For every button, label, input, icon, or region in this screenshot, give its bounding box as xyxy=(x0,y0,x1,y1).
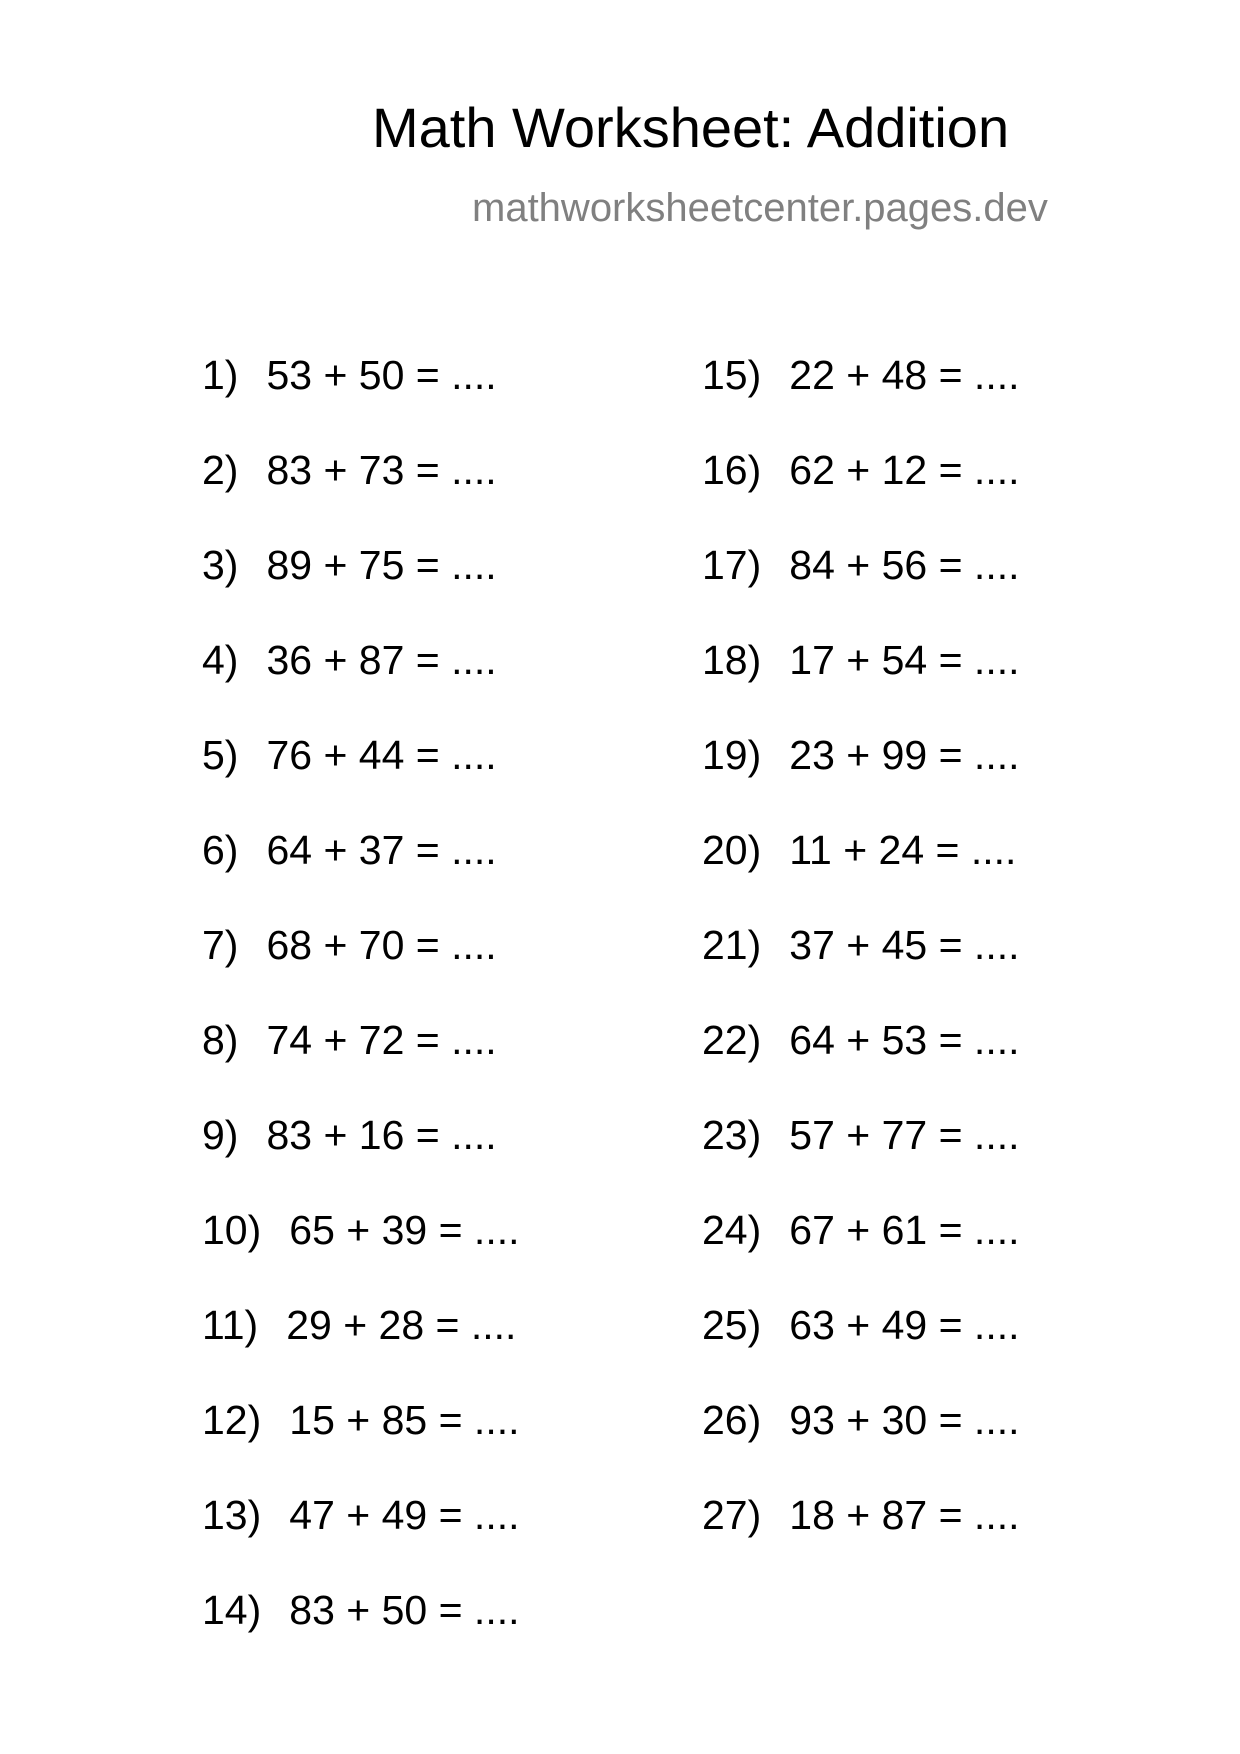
problem-expression: 29 + 28 = .... xyxy=(286,1302,517,1348)
problem-item xyxy=(202,922,520,1020)
problem-expression: 68 + 70 = .... xyxy=(266,922,497,968)
problem-number: 17) xyxy=(702,542,762,588)
problem-number: 1) xyxy=(202,352,239,398)
problem-number: 2) xyxy=(202,447,239,493)
problem-item xyxy=(202,1302,520,1400)
problem-number: 27) xyxy=(702,1492,762,1538)
problem-item xyxy=(202,1017,520,1115)
problem-expression: 57 + 77 = .... xyxy=(789,1112,1020,1158)
problem-expression: 83 + 16 = .... xyxy=(266,1112,497,1158)
problem-item xyxy=(202,1492,520,1590)
problem-expression: 15 + 85 = .... xyxy=(289,1397,520,1443)
problem-item xyxy=(202,1587,520,1685)
problem-item xyxy=(702,1397,1020,1495)
problem-expression: 36 + 87 = .... xyxy=(266,637,497,683)
problem-item xyxy=(702,1207,1020,1305)
problem-expression: 11 + 24 = .... xyxy=(789,827,1017,873)
problem-number: 20) xyxy=(702,827,762,873)
problem-number: 14) xyxy=(202,1587,262,1633)
problem-number: 26) xyxy=(702,1397,762,1443)
problem-expression: 67 + 61 = .... xyxy=(789,1207,1020,1253)
problem-number: 11) xyxy=(202,1302,259,1348)
problem-expression: 23 + 99 = .... xyxy=(789,732,1020,778)
problem-number: 24) xyxy=(702,1207,762,1253)
problem-number: 7) xyxy=(202,922,239,968)
problem-item xyxy=(202,637,520,735)
problem-number: 5) xyxy=(202,732,239,778)
problem-item xyxy=(702,447,1020,545)
problem-expression: 18 + 87 = .... xyxy=(789,1492,1020,1538)
problem-number: 23) xyxy=(702,1112,762,1158)
problem-item xyxy=(702,827,1020,925)
problem-expression: 74 + 72 = .... xyxy=(266,1017,497,1063)
problem-item xyxy=(202,732,520,830)
problem-expression: 83 + 50 = .... xyxy=(289,1587,520,1633)
problem-item xyxy=(202,542,520,640)
problem-number: 16) xyxy=(702,447,762,493)
problem-number: 6) xyxy=(202,827,239,873)
problem-number: 10) xyxy=(202,1207,262,1253)
problem-item xyxy=(202,827,520,925)
problem-number: 15) xyxy=(702,352,762,398)
problem-item xyxy=(202,1112,520,1210)
problem-expression: 62 + 12 = .... xyxy=(789,447,1020,493)
problem-item xyxy=(202,1207,520,1305)
problem-expression: 89 + 75 = .... xyxy=(266,542,497,588)
problem-number: 3) xyxy=(202,542,239,588)
problem-item xyxy=(702,1112,1020,1210)
problem-list-left xyxy=(202,352,520,1685)
problem-item xyxy=(202,1397,520,1495)
problem-expression: 63 + 49 = .... xyxy=(789,1302,1020,1348)
problem-number: 21) xyxy=(702,922,762,968)
problem-item xyxy=(702,732,1020,830)
problem-number: 19) xyxy=(702,732,762,778)
problem-list-right xyxy=(702,352,1020,1590)
problem-number: 8) xyxy=(202,1017,239,1063)
problem-expression: 65 + 39 = .... xyxy=(289,1207,520,1253)
problem-item xyxy=(202,447,520,545)
problem-expression: 53 + 50 = .... xyxy=(266,352,497,398)
problem-item xyxy=(702,542,1020,640)
problem-item xyxy=(702,1017,1020,1115)
problem-number: 25) xyxy=(702,1302,762,1348)
problem-item xyxy=(202,352,520,450)
problem-number: 4) xyxy=(202,637,239,683)
problem-item xyxy=(702,1302,1020,1400)
problem-item xyxy=(702,352,1020,450)
problem-number: 9) xyxy=(202,1112,239,1158)
problem-number: 12) xyxy=(202,1397,262,1443)
problem-expression: 83 + 73 = .... xyxy=(266,447,497,493)
problem-expression: 76 + 44 = .... xyxy=(266,732,497,778)
problem-expression: 64 + 37 = .... xyxy=(266,827,497,873)
problem-expression: 47 + 49 = .... xyxy=(289,1492,520,1538)
page-title: Math Worksheet: Addition xyxy=(372,96,1010,159)
problem-expression: 17 + 54 = .... xyxy=(789,637,1020,683)
problem-expression: 37 + 45 = .... xyxy=(789,922,1020,968)
problem-number: 13) xyxy=(202,1492,262,1538)
site-url: mathworksheetcenter.pages.dev xyxy=(472,186,1048,230)
problem-number: 22) xyxy=(702,1017,762,1063)
problem-expression: 64 + 53 = .... xyxy=(789,1017,1020,1063)
problem-item xyxy=(702,922,1020,1020)
problem-expression: 93 + 30 = .... xyxy=(789,1397,1020,1443)
problem-item xyxy=(702,637,1020,735)
problem-item xyxy=(702,1492,1020,1590)
problem-expression: 84 + 56 = .... xyxy=(789,542,1020,588)
problem-number: 18) xyxy=(702,637,762,683)
problem-expression: 22 + 48 = .... xyxy=(789,352,1020,398)
